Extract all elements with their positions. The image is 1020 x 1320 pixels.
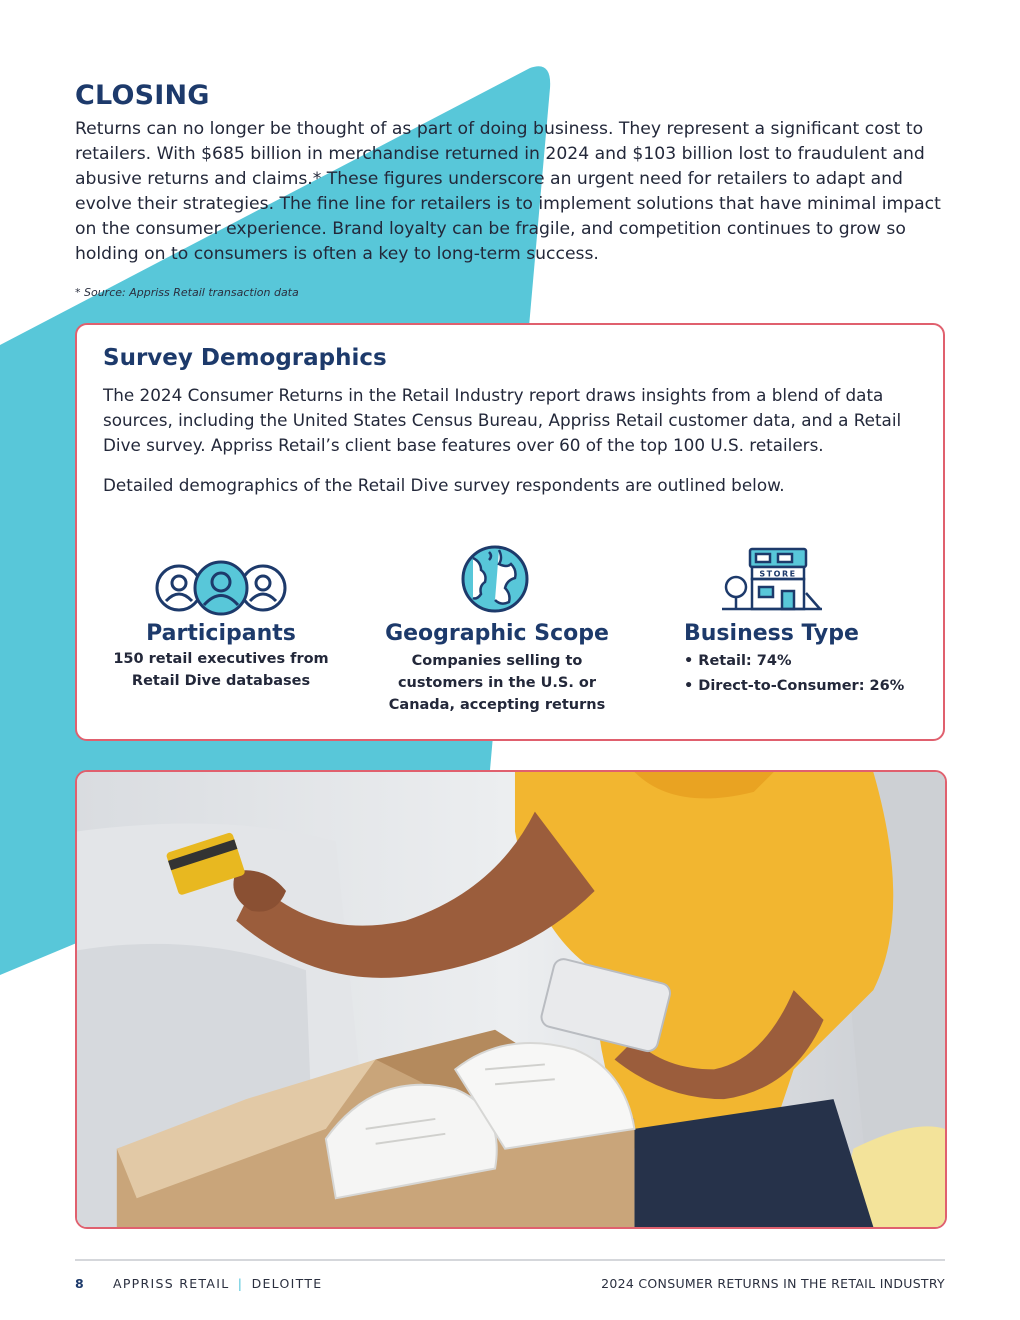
- list-item: [684, 674, 944, 699]
- survey-demographics-box: [75, 323, 945, 741]
- participants-desc: 150 retail executives from Retail Dive databases: [113, 651, 329, 689]
- woman-shopping-online-photo: [75, 770, 947, 1229]
- closing-body: Returns can no longer be thought of as part of doing business. They represent a significant cost to retailers. With $685 billion in merchandise returned in 2024 and $103 billion lost to fraudulent and abusive returns and claims.* These figures underscore an urgent need for retailers to adapt and evolve their strategies. The fine line for retailers is to implement solutions that have minimal impact on the consumer experience. Brand loyalty can be fragile, and competition continues to grow so holding on to consumers is often a key to long-term success.: [75, 119, 941, 264]
- business-type-retail: Retail: 74%: [698, 653, 792, 669]
- business-type-dtc: Direct-to-Consumer: 26%: [698, 678, 905, 694]
- footer-brand-left: APPRISS RETAIL: [112, 1276, 230, 1291]
- closing-section: [75, 80, 945, 299]
- business-type-list: [684, 649, 944, 699]
- footer-report-title: 2024 CONSUMER RETURNS IN THE RETAIL INDUSTRY: [601, 1276, 945, 1291]
- bullet-glyph: •: [684, 678, 694, 694]
- footer-brand-right: DELOITTE: [251, 1276, 323, 1291]
- footer-divider: [75, 1259, 945, 1261]
- business-type-title: Business Type: [684, 621, 859, 646]
- page-footer: [75, 1276, 945, 1291]
- geographic-scope-title: Geographic Scope: [385, 621, 609, 646]
- bullet-glyph: •: [684, 653, 694, 669]
- globe-icon: [459, 544, 531, 614]
- survey-title: Survey Demographics: [103, 345, 387, 371]
- page-number: 8: [75, 1276, 84, 1291]
- footer-separator: |: [237, 1276, 244, 1291]
- closing-title: CLOSING: [75, 80, 210, 111]
- source-footnote: * Source: Appriss Retail transaction data: [75, 286, 299, 299]
- geographic-scope-desc: Companies selling to customers in the U.S. or Canada, accepting returns: [388, 653, 606, 713]
- store-sign-text: STORE: [759, 569, 797, 579]
- people-group-icon: [155, 559, 287, 617]
- participants-title: Participants: [146, 621, 296, 646]
- survey-detail: Detailed demographics of the Retail Dive survey respondents are outlined below.: [103, 475, 785, 495]
- list-item: [684, 649, 944, 674]
- survey-intro: The 2024 Consumer Returns in the Retail Industry report draws insights from a blend of data sources, including the United States Census Bureau, Appriss Retail customer data, and a Retail Dive survey. Appriss Retail’s client base features over 60 of the top 100 U.S. retailers.: [103, 385, 902, 455]
- store-icon: [722, 547, 826, 613]
- photo-illustration: [77, 772, 945, 1227]
